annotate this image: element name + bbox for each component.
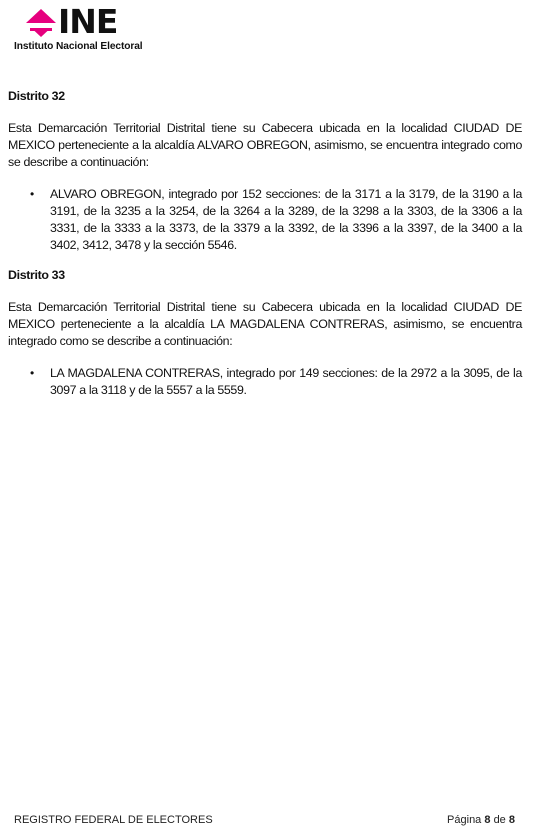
section-paragraph: Esta Demarcación Territorial Distrital tiene su Cabecera ubicada en la localidad CIUDAD DE MEXICO perteneciente a la alcaldía ALVARO OBREGON, asimismo, se encuentra integrado como se describe a continuación: <box>8 121 522 169</box>
list-item <box>8 186 522 254</box>
page-current: 8 <box>484 814 491 826</box>
section-paragraph: Esta Demarcación Territorial Distrital tiene su Cabecera ubicada en la localidad CIUDAD DE MEXICO perteneciente a la alcaldía LA MAGDALENA CONTRERAS, asimismo, se encuentra integrado como se describe a continuación: <box>8 300 522 348</box>
section-distrito-33 <box>8 267 522 399</box>
bullet-list <box>8 186 522 254</box>
list-item <box>8 365 522 399</box>
list-item-text: ALVARO OBREGON, integrado por 152 secciones: de la 3171 a la 3179, de la 3190 a la 3191, de la 3235 a la 3254, de la 3264 a la 3289, de la 3298 a la 3303, de la 3306 a la 3331, de la 3333 a la 3373, de la 3379 a la 3392, de la 3396 a la 3397, de la 3400 a la 3402, 3412, 3478 y la sección 5546. <box>50 187 522 252</box>
ine-logo <box>14 2 164 54</box>
section-heading: Distrito 33 <box>8 268 65 282</box>
ine-logo-mark-icon <box>24 9 58 39</box>
page-footer <box>14 814 515 826</box>
bullet-icon: • <box>30 187 34 201</box>
logo-subtitle: Instituto Nacional Electoral <box>14 41 143 52</box>
bullet-icon: • <box>30 366 34 380</box>
page-label: Página <box>447 814 482 826</box>
page-of: de <box>493 814 506 826</box>
section-distrito-32 <box>8 88 522 254</box>
bullet-list <box>8 365 522 399</box>
footer-org-label: REGISTRO FEDERAL DE ELECTORES <box>14 814 213 826</box>
list-item-text: LA MAGDALENA CONTRERAS, integrado por 149 secciones: de la 2972 a la 3095, de la 3097 a la 3118 y de la 5557 a la 5559. <box>50 366 522 397</box>
document-body <box>8 88 522 412</box>
section-heading: Distrito 32 <box>8 89 65 103</box>
page-number <box>447 814 515 826</box>
page-total: 8 <box>508 814 515 826</box>
logo-wordmark: INE <box>58 2 118 41</box>
